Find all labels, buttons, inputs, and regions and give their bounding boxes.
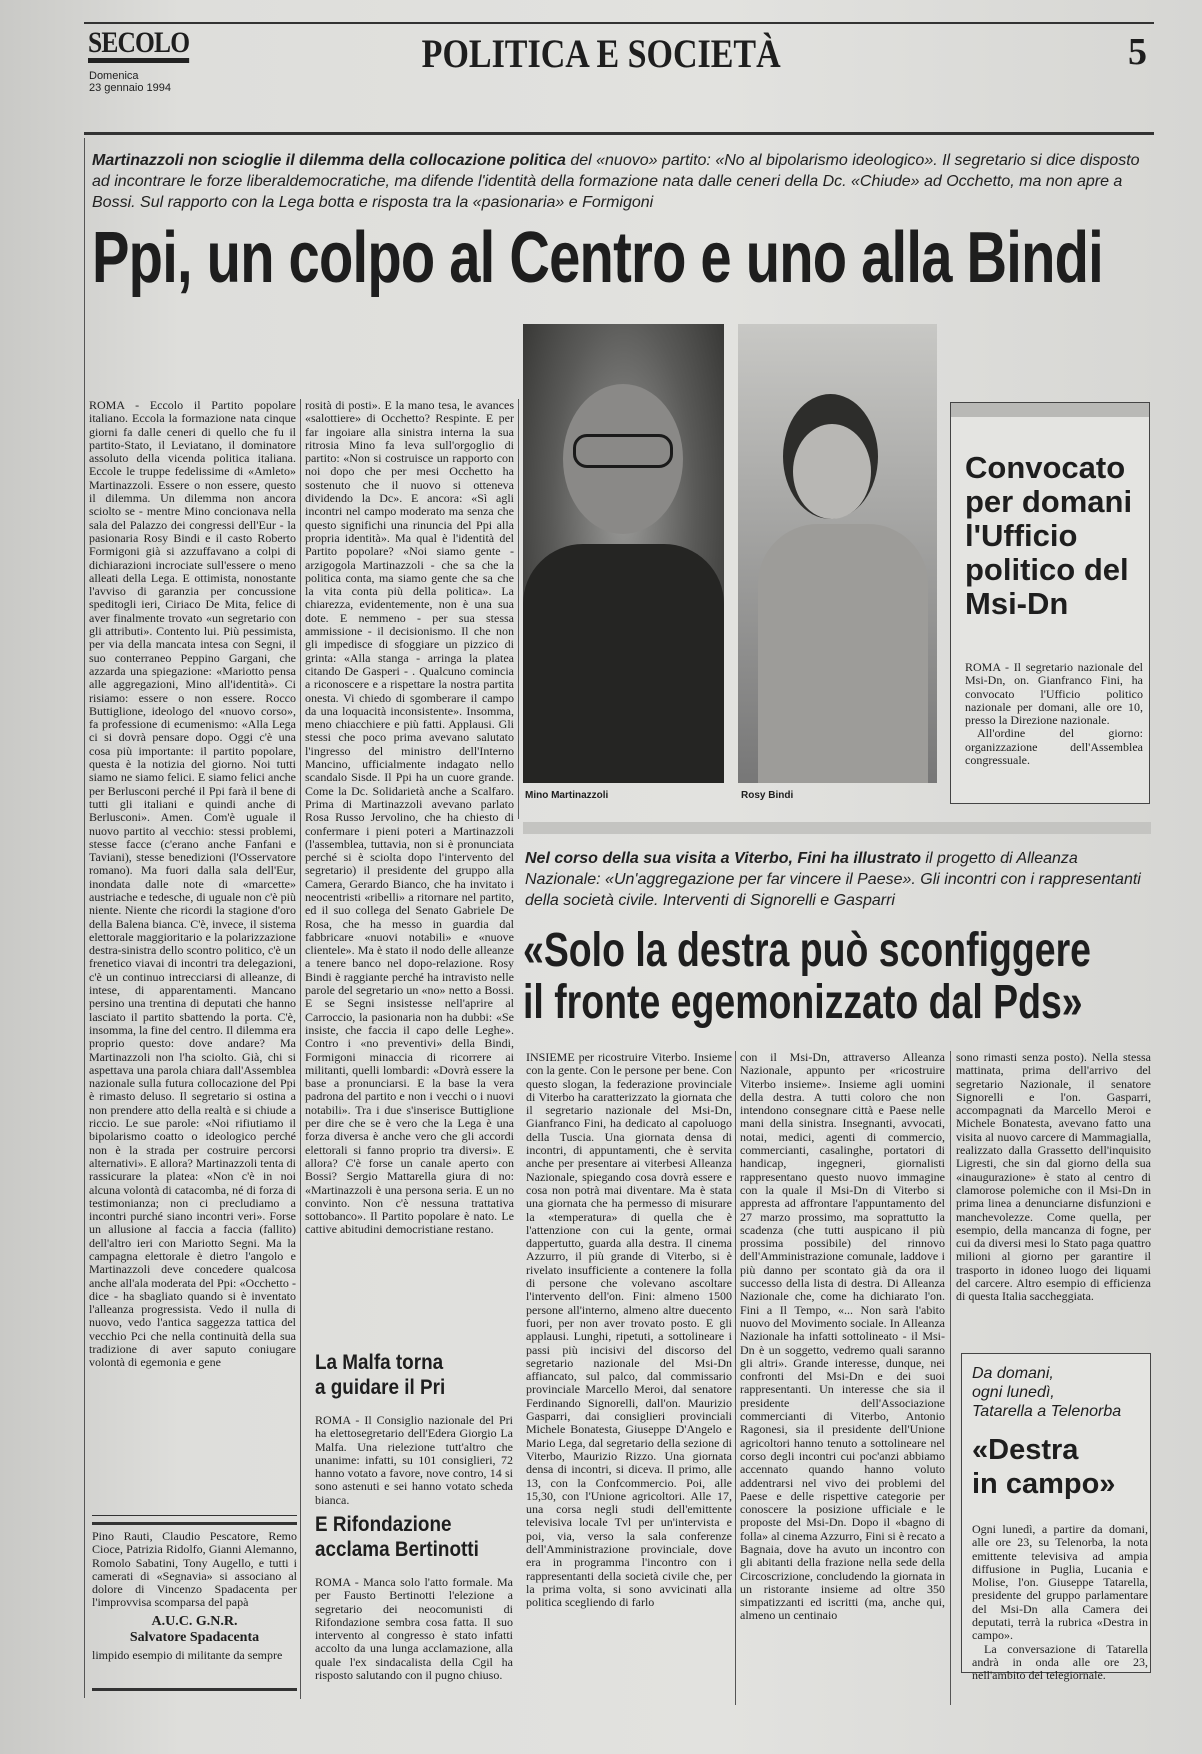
photo-martinazzoli: [523, 324, 724, 783]
photo-caption: Rosy Bindi: [741, 790, 794, 801]
kicker-line: Da domani,: [972, 1365, 1054, 1382]
ppi-column-1: [89, 399, 296, 1513]
ppi-deck-bold: Martinazzoli non scioglie il dilemma della collocazione politica: [92, 152, 566, 169]
ppi-deck-rest: del «nuovo» partito: «No al bipolarismo ideologico». Il segretario si dice disposto ad incontrare le forze liberaldemocratiche, ma difende l'identità della formazione nata dalle ceneri della Dc. «Chiude» ad Occhetto, ma non apre a Bossi. Sul rapporto con la Lega botta e risposta tra la «pasionaria» e Formigoni: [92, 152, 1140, 211]
masthead-logo: SECOLO: [88, 28, 189, 63]
obit-rule: [92, 1688, 297, 1691]
obituary-name: Salvatore Spadacenta: [129, 1629, 260, 1645]
ppi-column-2: [305, 399, 514, 1339]
rifondazione-body: [315, 1576, 513, 1682]
msi-paragraph: ROMA - Il segretario nazionale del Msi-Dn, on. Gianfranco Fini, ha convocato l'Ufficio politico nazionale per domani, alle ore 10, presso la Direzione nazionale.: [965, 661, 1143, 728]
left-border: [84, 138, 85, 1698]
fini-headline-2: il fronte egemonizzato dal Pds»: [523, 976, 1083, 1029]
obituary: [92, 1530, 297, 1690]
fini-column-3: [956, 1051, 1151, 1331]
msi-paragraph: All'ordine del giorno: organizzazione dell'Assemblea congressuale.: [965, 726, 1143, 768]
section-bar: [523, 822, 1151, 834]
column-divider: [950, 1051, 951, 1705]
fini-column-2: [740, 1051, 945, 1705]
column-divider: [300, 399, 301, 1699]
fini-deck-rest: il progetto di Alleanza Nazionale: «Un'aggregazione per far vincere il Paese». Gli incontri con i rappresentanti della società civile. Interventi di Signorelli e Gasparri: [525, 850, 1141, 909]
telenorba-box: [961, 1353, 1151, 1683]
kicker-line: Tatarella a Telenorba: [972, 1403, 1122, 1420]
telenorba-headline: [972, 1433, 1150, 1501]
obituary-text: Pino Rauti, Claudio Pescatore, Remo Cioce, Patrizia Ridolfo, Gianni Alemanno, Romolo Sabatini, Tony Augello, e tutti i camerati di «Segnavia» si associano al dolore di Vincenzo Spadacenta per l'improvvisa scomparsa del papà: [92, 1530, 297, 1610]
issue-date-text: 23 gennaio 1994: [89, 82, 171, 94]
fini-column-2-text: con il Msi-Dn, attraverso Alleanza Nazionale, appunto per «ricostruire Viterbo insieme». Insieme agli uomini della destra. A tutti coloro che non intendono consegnare città e Paese nelle mani della sinistra. Insegnanti, avvocati, notai, medici, agenti di commercio, commercianti, casalinghe, portatori di handicap, ingegneri, giornalisti rappresentano questo nuovo immagine con la quale il Msi-Dn di Viterbo si appresta ad affrontare l'appuntamento del 27 marzo prossimo, ma soprattutto la scadenza (che tutti auspicano il più prossima possibile) del rinnovo dell'Amministrazione comunale, laddove i più danno per scontato già da ora il successo della lista di destra. Di Alleanza Nazionale che, come ha dichiarato l'on. Fini a Il Tempo, «... Non sarà l'abito nuovo del Movimento sociale. In Alleanza Nazionale ha infatti sottolineato - il Msi-Dn è un soggetto, vedremo quali saranno gli altri». Grande interesse, dunque, nei confronti del Msi-Dn e dei suoi rappresentanti. Un interesse che sia il presidente dell'Associazione commercianti di Viterbo, Antonio Ragonesi, sia il presidente dell'Unione agricoltori hanno tenuto a sottolineare nel corso degli incontri cui poc'anzi abbiamo accennato quando hanno voluto addentrarsi nel vivo dei problemi del Paese e delle rispettive categorie per conoscere la posizione ufficiale e le proposte del Msi-Dn. Dopo il «bagno di folla» al cinema Azzurro, Fini si è recato a Bagnaia, dove ha avuto un incontro con gli abitanti della frazione nella sede della Circoscrizione, concludendo la giornata in un ristorante insieme ad oltre 350 simpatizzanti ed iscritti (ma, anche qui, almeno un centinaio: [740, 1051, 945, 1623]
rifondazione-headline-2: acclama Bertinotti: [315, 1538, 479, 1561]
column-divider: [518, 399, 519, 819]
column-divider: [735, 1051, 736, 1705]
photo-bindi: [738, 324, 937, 783]
fini-headline-1: «Solo la destra può sconfiggere: [523, 924, 1091, 977]
rifondazione-headline-1: E Rifondazione: [315, 1513, 452, 1536]
header-rule: [84, 132, 1154, 135]
obit-rule: [92, 1522, 297, 1525]
kicker-line: ogni lunedì,: [972, 1384, 1055, 1401]
fini-column-1: [526, 1051, 732, 1705]
rifondazione-article: [315, 1512, 515, 1682]
obituary-org: A.U.C. G.N.R.: [151, 1613, 238, 1629]
rifondazione-body-text: ROMA - Manca solo l'atto formale. Ma per Fausto Bertinotti l'elezione a segretario dei neocomunisti di Rifondazione sembra cosa fatta. Il suo intervento al congresso è stato infatti accolto da una lunga acclamazione, alla quale l'ex sindacalista della Cgil ha risposto salutando con il pugno chiuso.: [315, 1576, 513, 1683]
telenorba-paragraph: Ogni lunedì, a partire da domani, alle ore 23, su Telenorba, la nota emittente televisiva ad ampia diffusione in Puglia, Lucania e Molise, l'on. Giuseppe Tatarella, presidente del gruppo parlamentare del Msi-Dn alla Camera dei deputati, terrà la rubrica «Destra in campo».: [972, 1523, 1148, 1643]
jacket-shape: [758, 524, 928, 783]
lamalfa-headline-1: La Malfa torna: [315, 1351, 444, 1374]
ppi-deck: [92, 150, 1142, 213]
telenorba-kicker: [972, 1364, 1150, 1421]
section-title-text: POLITICA E SOCIETÀ: [421, 31, 781, 76]
fini-column-1-text: INSIEME per ricostruire Viterbo. Insieme con la gente. Con le persone per bene. Con questo slogan, la federazione provinciale di Viterbo ha caratterizzato la giornata che il segretario nazionale del Msi-Dn, Gianfranco Fini, ha dedicato al capoluogo della Tuscia. Una giornata densa di incontri, di appuntamenti, che è servita anche per presentare ai viterbesi Alleanza Nazionale, spiegando cosa dovrà essere e cosa non potrà mai diventare. Ma è stata una giornata che ha permesso di misurare la «temperatura» di quella che è l'attenzione con cui la gente, ormai dappertutto, guarda alla destra. Il cinema Azzurro, il più grande di Viterbo, si è rivelato insufficiente a contenere la folla di persone che volevano ascoltare l'intervento dell'on. Fini: almeno 1500 persone all'interno, almeno altre duecento fuori, per non aver trovato posto. E gli applausi. Lunghi, ripetuti, a sottolineare i passi più incisivi del discorso del segretario nazionale del Msi-Dn affiancato, sul palco, dal commissario provinciale Marcello Meroi, dal senatore Ferdinando Signorelli, dall'on. Maurizio Gasparri, dai consiglieri provinciali Michele Bonatesta, Giuseppe D'Angelo e Mario Lega, dal segretario della sezione di Viterbo, Maurizio Rizzo. Una giornata densa di incontri, si diceva. Il primo, alle 13, con la Confcommercio. Poi, alle 15,30, con l'Unione agricoltori. Alle 17, una corsa negli studi dell'emittente televisiva locale Tvl per un'intervista e poi, via, verso la sala conferenze dell'Amministrazione provinciale, dove era in programma l'incontro con i rappresentanti della società civile che, per la prima volta, si sono avvicinati alla politica scegliendo di farlo: [526, 1051, 732, 1610]
jacket-shape: [523, 544, 724, 783]
page-number: 5: [1128, 31, 1147, 73]
face-shape: [793, 424, 871, 519]
lamalfa-body: [315, 1414, 513, 1507]
telenorba-paragraph: La conversazione di Tatarella andrà in onda alle ore 23, nell'ambito del telegiornale.: [972, 1641, 1148, 1683]
lamalfa-article: [315, 1350, 515, 1507]
ppi-headline: Ppi, un colpo al Centro e uno alla Bindi: [92, 218, 1103, 298]
msi-body: [965, 661, 1143, 767]
lamalfa-body-text: ROMA - Il Consiglio nazionale del Pri ha elettosegretario dell'Edera Giorgio La Malfa. Una rielezione tutt'altro che unanime: infatti, su 101 consiglieri, 72 hanno votato a favore, nove contro, 14 si sono astenuti e sei hanno votato scheda bianca.: [315, 1414, 513, 1507]
fini-column-3-text: sono rimasti senza posto). Nella stessa mattinata, prima dell'arrivo del segretario Nazionale, il senatore Signorelli e l'on. Gasparri, accompagnati da Marcello Meroi e Michele Bonatesta, avevano fatto una visita al nuovo carcere di Mammagialla, realizzato dalla Grassetto dell'inquisito Ligresti, che sin dal giorno della sua «inaugurazione» è stato al centro di clamorose polemiche con il Msi-Dn in prima linea a denunciarne disfunzioni e manchevolezze. Come quella, per esempio, della mancanza di fogne, per cui da diversi mesi lo Stato paga quattro milioni al giorno per garantire il trasporto in idoneo luogo dei liquami del carcere. Altro esempio di efficienza di questa Italia saccheggiata.: [956, 1051, 1151, 1304]
box-header-bar: [951, 403, 1149, 417]
telenorba-body: [972, 1523, 1148, 1683]
fini-deck: [525, 848, 1145, 911]
obit-rule: [92, 1515, 297, 1516]
ppi-column-1-text: ROMA - Eccolo il Partito popolare italiano. Eccola la formazione nata cinque giorni fa dalle ceneri di quello che fu il partito-Stato, il Leviatano, il dominatore assoluto della vicenda politica italiana. Eccole le truppe fedelissime di «Amleto» Martinazzoli. Essere o non essere, questo il dilemma. Un dilemma non ancora sciolto se - mentre Mino concionava nella sala del Palazzo dei congressi dell'Eur - la pasionaria Rosy Bindi e il casto Roberto Formigoni già si azzuffavano a colpi di dichiarazioni incrociate sull'essere o meno alleati della Lega. E ottimista, nonostante l'avviso di garanzia per concussione speditogli ieri, Ciriaco De Mita, felice di aver finalmente trovato «un segretario con gli attributi». Contento lui. Più pessimista, per via della mancata intesa con Segni, il suo conterraneo Peppino Gargani, che azzarda una spiegazione: «Mariotto pensa alle aggregazioni, Mino all'identità». Ci risiamo: essere o non essere. Rocco Buttiglione, ideologo del «nuovo corso», fa professione di ecumenismo: «Alla Lega ci si dovrà pensare dopo. Oggi c'è una cosa più importante: il partito popolare, questa è la notizia del giorno. Noi tutti siamo ne siamo felici. E siamo felici anche per Berlusconi perché il Ppi farà il bene di tutti gli italiani e quindi anche di Berlusconi». Amen. Com'è uguale il nuovo partito al vecchio: stessi problemi, stesse facce (c'erano anche Fanfani e Taviani), stesse benedizioni (l'Osservatore romano). Ma fuori dalla sala dell'Eur, inondata dalle note di «marcette» austriache e tedesche, di uguale non c'è più niente. Niente che ricordi la stagione d'oro della Balena bianca. C'è, invece, il sistema elettorale maggioritario e la polarizzazione destra-sinistra dello scontro politico, c'è un frenetico viavai di incontri tra delegazioni, c'è un continuo intrecciarsi di alleanze, di intese, di apparentamenti. Mancano persino una trentina di deputati che hanno lasciato il partito sbattendo la porta. C'è, insomma, la fine del centro. Il dilemma era proprio questo: dove andare? Ma Martinazzoli non l'ha sciolto. Già, chi si aspettava una parola chiara dall'Assemblea nazionale sulla futura collocazione del Ppi è rimasto deluso. Il segretario si ostina a non prendere atto della realtà e si chiude a riccio. Le sue parole: «Noi rifiutiamo il bipolarismo coatto o ideologico perché non è la strada per costruire percorsi alternativi». E allora? Martinazzoli tenta di rassicurare la platea: «Non c'è in noi alcuna volontà di catacomba, né di forza di testimonianza; non ci precludiamo a incontri purché siano incontri veri». Forse un allusione al faccia a faccia (fallito) dell'altro ieri con Mariotto Segni. Ma la campagna elettorale è dietro l'angolo e Martinazzoli deve concedere qualcosa anche all'ala moderata del Ppi: «Occhetto - dice - ha sbagliato quando si è inventato l'alleanza progressista. Vedo il nulla di nuovo, vedo l'antica saggezza tattica del vecchio Pci che nella continuità della sua tradizione di aver saputo coniugare volontà di egemonia e gene: [89, 399, 296, 1370]
glasses-shape: [573, 434, 673, 468]
fini-deck-bold: Nel corso della sua visita a Viterbo, Fini ha illustrato: [525, 850, 921, 867]
msi-headline: Convocato per domani l'Ufficio politico del Msi-Dn: [965, 450, 1133, 621]
ppi-column-2-text: rosità di posti». E la mano tesa, le avances «salottiere» di Occhetto? Respinte. E per far ingoiare alla sinistra interna la sua ritrosia Mino fa leva sull'orgoglio di partito: «Non si costruisce un rapporto con noi dopo che per mesi Occhetto ha sostenuto che il nuovo si otteneva dividendo la Dc». E ancora: «Sì agli incontri nel campo moderato ma senza che questo significhi una rinuncia del Ppi alla propria identità». Ma qual è l'identità del Partito popolare? «Noi siamo gente - arzigogola Martinazzoli - che sa che la politica conta, ma siamo gente che sa che la vita conta più della politica». La chiarezza, evidentemente, non è una sua dote. E nemmeno - per sua stessa ammissione - il decisionismo. Il che non gli impedisce di sfoggiare un pizzico di grinta: «Alla stanga - arringa la platea citando De Gasperi - . Qualcuno comincia a riconoscere e a rispettare la nostra partita onesta. Vi chiedo di sgomberare il campo da una loquacità inconsistente». Insomma, meno chiacchiere e più fatti. Applausi. Gli stessi che poco prima avevano salutato l'ingresso del ministro dell'Interno Mancino, ufficialmente indagato nello scandalo Sisde. Il Ppi ha un cuore grande. Come la Dc. Solidarietà anche a Scalfaro. Prima di Martinazzoli avevano parlato Rosa Russo Jervolino, che ha chiesto di confermare i pieni poteri a Martinazzoli (l'assemblea, tuttavia, non si è pronunciata perché si è sciolta dopo l'intervento del segretario) il presidente del gruppo alla Camera, Gerardo Bianco, che ha invitato i neocentristi «ribelli» a ritornare nel partito, ed il suo collega del Senato Gabriele De Rosa, che ha messo in guardia dal fabbricare «nuovi notabili» e «nuove clientele». Ma è stato il nodo delle alleanze a tenere banco nel dopo-relazione. Rosy Bindi è raggiante perché ha intravisto nelle parole del segretario un «no» netto a Bossi. E se Segni insistesse nell'aprire al Carroccio, la pasionaria non ha dubbi: «Se insiste, che faccia il capo delle Leghe». Contro i «no preventivi» della Bindi, Formigoni minaccia di ricorrere ai militanti, quelli lombardi: «Dovrà essere la base a pronunciarsi. E la base la vera padrona del partito e non i vecchi o i nuovi notabili». Tra i due s'inserisce Buttiglione per dire che se è vero che la Lega è una forza diversa è anche vero che gli accordi elettorali si fanno proprio tra diversi». E allora? C'è forse un canale aperto con Bossi? Sergio Mattarella giura di no: «Martinazzoli è una persona seria. E un no convinto. Non c'è nessuna trattativa sottobanco». Il Partito popolare è nato. Le cattive abitudini democristiane restano.: [305, 399, 514, 1237]
telenorba-headline-1: «Destra: [972, 1434, 1079, 1466]
photo-caption: Mino Martinazzoli: [525, 790, 609, 801]
lamalfa-headline-2: a guidare il Pri: [315, 1376, 446, 1399]
obituary-tribute: limpido esempio di militante da sempre: [92, 1647, 283, 1662]
telenorba-headline-2: in campo»: [972, 1468, 1116, 1500]
section-title: [0, 30, 1202, 77]
issue-day: Domenica: [89, 70, 139, 82]
top-rule: [84, 22, 1154, 24]
fini-headline: [523, 925, 1202, 1029]
msi-sidebar-box: [950, 402, 1150, 804]
